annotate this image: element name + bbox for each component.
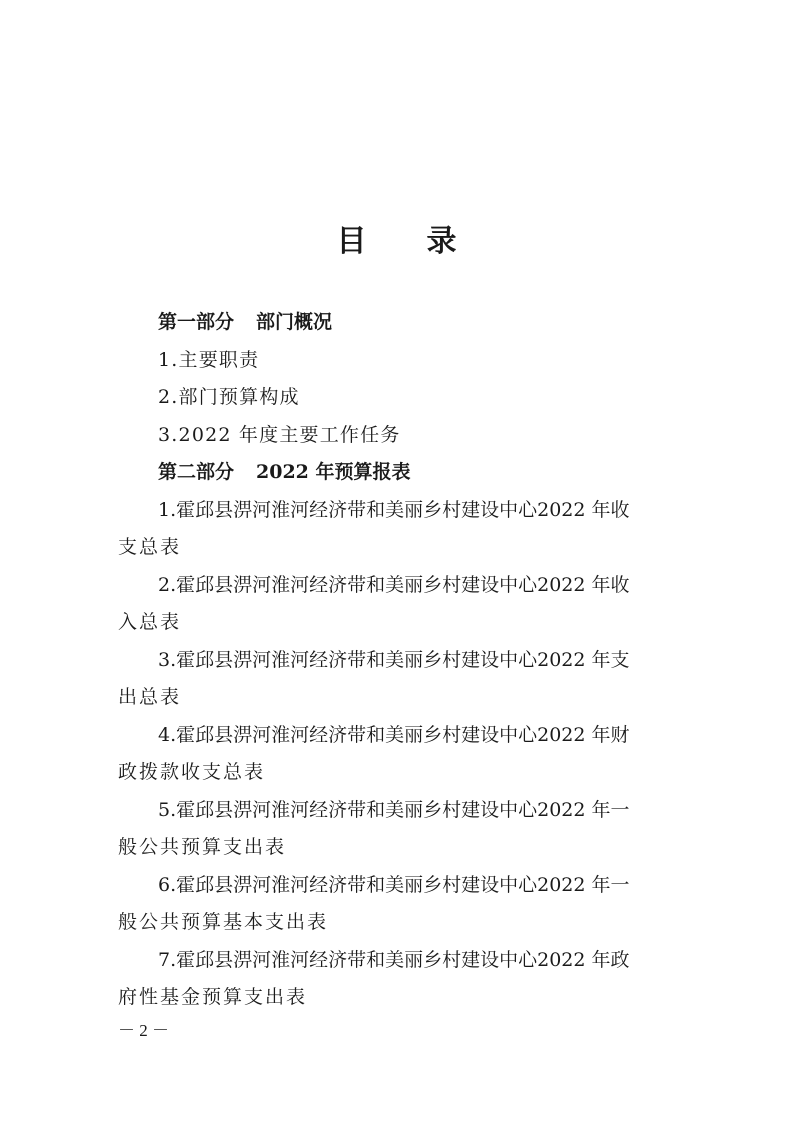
toc-part-1-item-3: 3.2022 年度主要工作任务 bbox=[158, 423, 401, 446]
toc-part-1-name: 部门概况 bbox=[256, 311, 333, 333]
toc-part-2-item-1-line-1: 1.霍邱县淠河淮河经济带和美丽乡村建设中心2022 年收 bbox=[158, 498, 630, 521]
table-of-contents bbox=[118, 304, 674, 1017]
toc-part-2-item-5-line-1: 5.霍邱县淠河淮河经济带和美丽乡村建设中心2022 年一 bbox=[158, 798, 630, 821]
toc-part-2-item-4-line-1: 4.霍邱县淠河淮河经济带和美丽乡村建设中心2022 年财 bbox=[158, 723, 630, 746]
toc-part-2-item-6-line-2: 般公共预算基本支出表 bbox=[118, 911, 329, 933]
toc-part-2-item-4-line-2: 政拨款收支总表 bbox=[118, 761, 266, 783]
toc-part-2-item-6-line-1: 6.霍邱县淠河淮河经济带和美丽乡村建设中心2022 年一 bbox=[158, 873, 630, 896]
toc-part-2-item-5-line-2: 般公共预算支出表 bbox=[118, 836, 287, 858]
page-number: － 2 － bbox=[118, 1021, 169, 1040]
toc-part-2-item-2-line-1: 2.霍邱县淠河淮河经济带和美丽乡村建设中心2022 年收 bbox=[158, 573, 630, 596]
toc-part-2-label: 第二部分 bbox=[158, 461, 235, 483]
toc-part-2-item-7-line-2: 府性基金预算支出表 bbox=[118, 986, 308, 1008]
toc-part-2-item-3-line-2: 出总表 bbox=[118, 686, 182, 708]
toc-part-2-item-2-line-2: 入总表 bbox=[118, 611, 182, 633]
toc-part-2-item-7-line-1: 7.霍邱县淠河淮河经济带和美丽乡村建设中心2022 年政 bbox=[158, 948, 630, 971]
toc-part-2-heading bbox=[118, 454, 674, 492]
toc-part-2-name: 2022 年预算报表 bbox=[256, 461, 411, 483]
toc-part-1-label: 第一部分 bbox=[158, 311, 235, 333]
toc-part-1-item-1: 1.主要职责 bbox=[158, 348, 260, 371]
toc-part-2-item-1-line-2: 支总表 bbox=[118, 536, 182, 558]
title-char-2: 录 bbox=[426, 224, 457, 259]
toc-part-1-item-2: 2.部门预算构成 bbox=[158, 386, 300, 408]
page-title bbox=[0, 222, 793, 262]
toc-part-2-item-3-line-1: 3.霍邱县淠河淮河经济带和美丽乡村建设中心2022 年支 bbox=[158, 648, 630, 671]
title-char-1: 目 bbox=[336, 224, 367, 259]
toc-part-1-heading bbox=[118, 304, 674, 342]
